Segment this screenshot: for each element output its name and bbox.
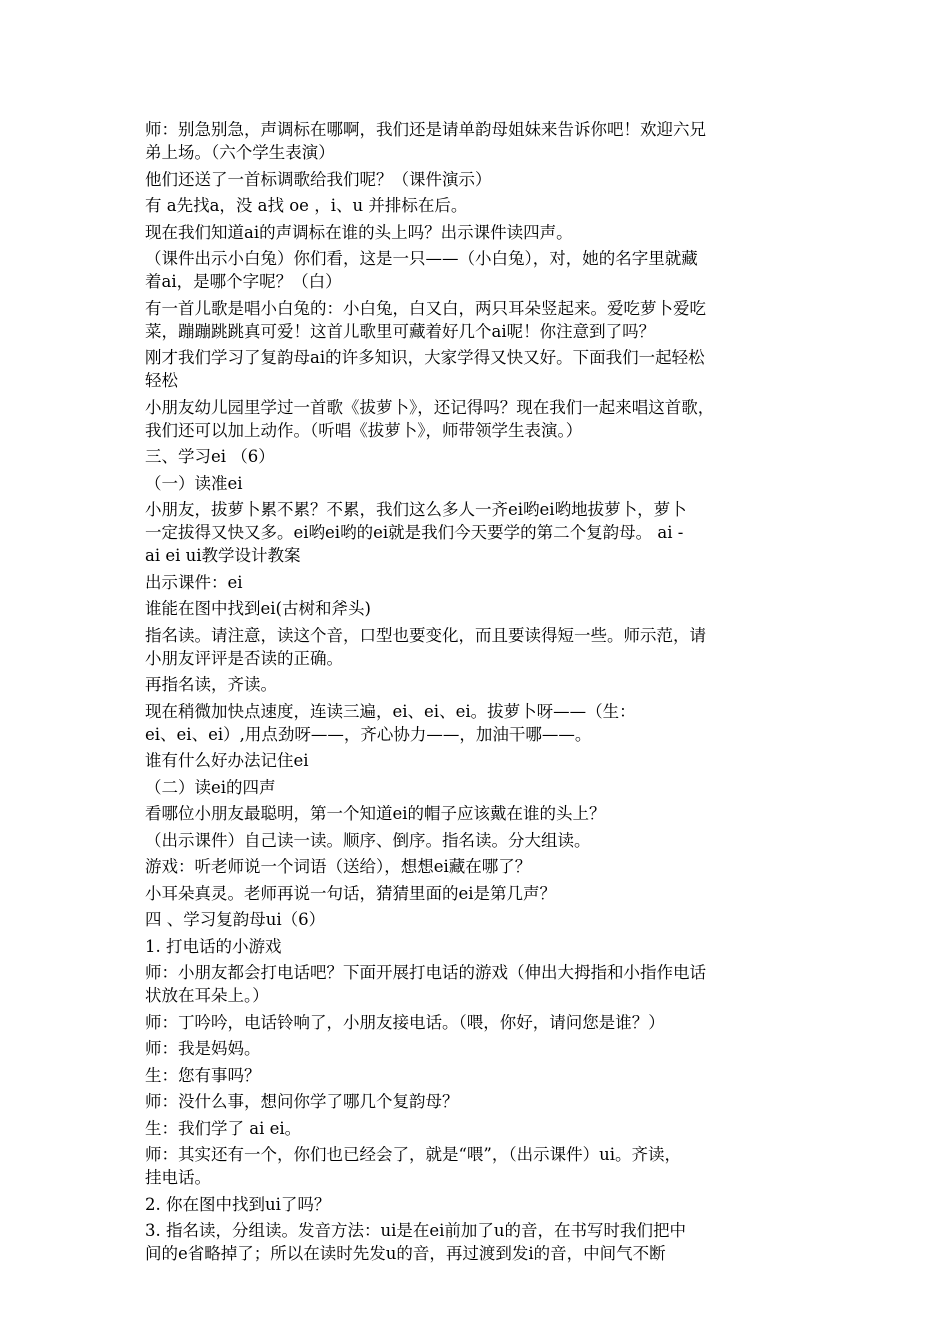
paragraph [145,346,813,392]
text-line: 挂电话。 [145,1168,211,1187]
paragraph [145,802,813,825]
text-line: 弟上场。（六个学生表演） [145,143,335,162]
text-line: 师：其实还有一个，你们也已经会了，就是“喂”，（出示课件）ui。齐读， [145,1145,682,1164]
text-line: 有一首儿歌是唱小白兔的：小白兔，白又白，两只耳朵竖起来。爱吃萝卜爱吃 [145,298,706,318]
paragraph [145,908,813,931]
text-line: 现在我们知道ai的声调标在谁的头上吗？出示课件读四声。 [145,222,573,242]
paragraph [145,1064,813,1087]
paragraph [145,1037,813,1060]
text-line: （二）读ei的四声 [145,777,276,797]
paragraph [145,882,813,905]
text-line: 现在稍微加快点速度，连读三遍，ei、ei、ei。拔萝卜呀——（生： [145,701,636,721]
text-line: ei、ei、ei）,用点劲呀——，齐心协力——，加油干哪——。 [145,724,592,744]
paragraph [145,855,813,878]
text-line: 1. 打电话的小游戏 [145,936,282,956]
paragraph [145,1011,813,1034]
paragraph [145,396,813,442]
paragraph [145,445,813,468]
text-line: 菜，蹦蹦跳跳真可爱！这首儿歌里可藏着好几个ai呢！你注意到了吗？ [145,321,656,341]
text-line: 四 、学习复韵母ui（6） [145,910,326,929]
paragraph [145,961,813,1007]
text-line: 生：我们学了 ai ei。 [145,1118,302,1138]
paragraph [145,1143,813,1189]
text-line: 师：丁吟吟，电话铃响了，小朋友接电话。（喂，你好，请问您是谁？） [145,1012,665,1032]
text-line: 小耳朵真灵。老师再说一句话，猜猜里面的ei是第几声？ [145,883,557,903]
paragraph [145,673,813,696]
text-line: 师：小朋友都会打电话吧？下面开展打电话的游戏（伸出大拇指和小指作电话 [145,963,706,982]
paragraph [145,1117,813,1140]
text-line: 游戏：听老师说一个词语（送给），想想ei藏在哪了？ [145,857,532,876]
paragraph [145,829,813,852]
text-line: 轻松 [145,371,178,390]
text-line: ai ei ui教学设计教案 [145,546,301,565]
paragraph [145,935,813,958]
paragraph [145,571,813,594]
text-line: 有 a先找a，没 a找 oe ，i、u 并排标在后。 [145,196,468,215]
paragraph [145,776,813,799]
paragraph [145,624,813,670]
document-page [145,118,813,1269]
paragraph [145,1193,813,1216]
text-line: 师：没什么事，想问你学了哪几个复韵母？ [145,1092,459,1111]
text-line: 指名读。请注意，读这个音，口型也要变化，而且要读得短一些。师示范，请 [145,625,706,645]
text-line: 谁有什么好办法记住ei [145,751,309,770]
text-line: （课件出示小白兔）你们看，这是一只——（小白兔），对，她的名字里就藏 [145,249,698,268]
text-line: 一定拔得又快又多。ei哟ei哟的ei就是我们今天要学的第二个复韵母。 ai - [145,523,684,542]
paragraph [145,194,813,217]
text-line: 间的e省略掉了；所以在读时先发u的音，再过渡到发i的音，中间气不断 [145,1244,666,1263]
text-line: 出示课件：ei [145,572,243,592]
text-line: 生：您有事吗？ [145,1065,261,1085]
text-line: 状放在耳朵上。） [145,986,269,1005]
text-line: 看哪位小朋友最聪明，第一个知道ei的帽子应该戴在谁的头上？ [145,804,606,823]
text-line: 2. 你在图中找到ui了吗？ [145,1194,331,1214]
text-line: 再指名读，齐读。 [145,675,277,694]
paragraph [145,749,813,772]
text-line: 小朋友幼儿园里学过一首歌《拔萝卜》，还记得吗？现在我们一起来唱这首歌， [145,397,715,417]
text-line: 师：别急别急，声调标在哪啊，我们还是请单韵母姐妹来告诉你吧！欢迎六兄 [145,120,706,139]
text-line: 3. 指名读，分组读。发音方法：ui是在ei前加了u的音，在书写时我们把中 [145,1221,687,1240]
text-line: 他们还送了一首标调歌给我们呢？（课件演示） [145,169,492,189]
paragraph [145,700,813,746]
text-line: 着ai，是哪个字呢？（白） [145,272,342,291]
text-line: 小朋友，拔萝卜累不累？不累，我们这么多人一齐ei哟ei哟地拔萝卜，萝卜 [145,500,687,519]
paragraph [145,118,813,164]
paragraph [145,247,813,293]
paragraph [145,1090,813,1113]
text-line: 我们还可以加上动作。（听唱《拔萝卜》，师带领学生表演。） [145,420,583,440]
text-line: 小朋友评评是否读的正确。 [145,648,343,668]
paragraph [145,1219,813,1265]
paragraph [145,168,813,191]
text-line: 刚才我们学习了复韵母ai的许多知识，大家学得又快又好。下面我们一起轻松 [145,348,705,367]
text-line: （一）读准ei [145,473,243,493]
paragraph [145,597,813,620]
paragraph [145,498,813,567]
text-line: 谁能在图中找到ei(古树和斧头) [145,599,371,618]
text-line: 师：我是妈妈。 [145,1039,261,1058]
text-line: 三、学习ei （6） [145,447,275,466]
paragraph [145,221,813,244]
paragraph [145,297,813,343]
paragraph [145,472,813,495]
text-line: （出示课件）自己读一读。顺序、倒序。指名读。分大组读。 [145,830,591,850]
